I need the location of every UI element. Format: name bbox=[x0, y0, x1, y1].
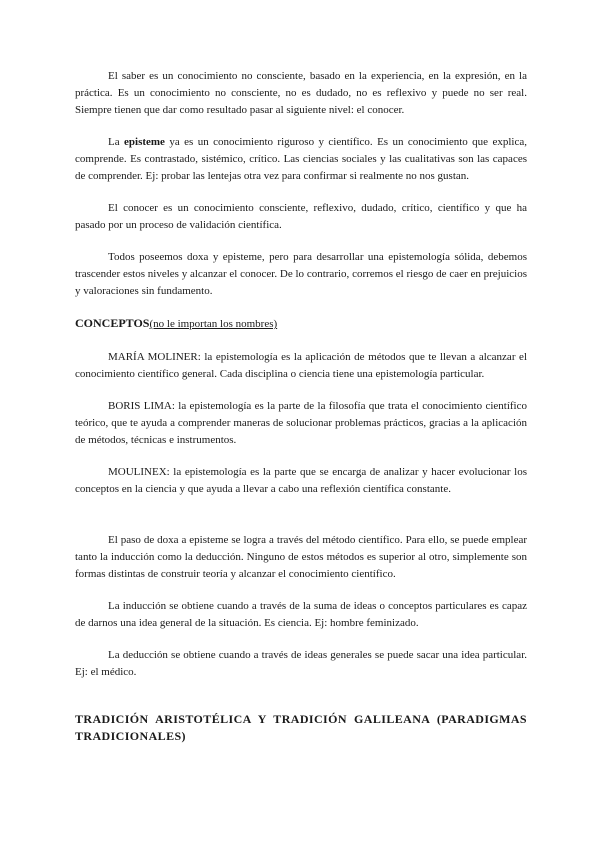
paragraph-conocer: El conocer es un conocimiento consciente, reflexivo, dudado, crítico, científico y que ha pasado por un proceso de validación científica. bbox=[75, 202, 527, 231]
paragraph-doxa-episteme: Todos poseemos doxa y episteme, pero para desarrollar una epistemología sólida, debemos trascender estos niveles y alcanzar el conocer. De lo contrario, corremos el riesgo de caer en prejuicios y valoraciones sin fundamento. bbox=[75, 251, 527, 297]
paragraph-induccion: La inducción se obtiene cuando a través de la suma de ideas o conceptos particulares es capaz de darnos una idea general de la situación. Es ciencia. Ej: hombre feminizado. bbox=[75, 600, 527, 629]
document-page bbox=[75, 68, 527, 745]
definition-moulinex: MOULINEX: la epistemología es la parte que se encarga de analizar y hacer evolucionar los conceptos en la ciencia y que ayuda a llevar a cabo una reflexión científica constante. bbox=[75, 466, 527, 495]
paragraph-saber: El saber es un conocimiento no consciente, basado en la experiencia, en la expresión, en la práctica. Es un conocimiento no consciente, no es dudado, no es reflexivo y puede no ser real. Siempre tienen que dar como resultado pasar al siguiente nivel: el conocer. bbox=[75, 70, 527, 116]
spacer bbox=[75, 513, 527, 532]
paragraph-deduccion: La deducción se obtiene cuando a través de ideas generales se puede sacar una idea particular. Ej: el médico. bbox=[75, 649, 527, 678]
section-heading-tradiciones: TRADICIÓN ARISTOTÉLICA Y TRADICIÓN GALILEANA (PARADIGMAS TRADICIONALES) bbox=[75, 712, 527, 743]
paragraph-episteme-text: ya es un conocimiento riguroso y científico. Es un conocimiento que explica, comprende. Es contrastado, sistémico, crítico. Las ciencias sociales y las cualitativas son las capaces de comprender. Ej: probar las lentejas otra vez para confirmar si realmente no nos gustan. bbox=[75, 136, 527, 182]
paragraph-episteme bbox=[75, 134, 527, 185]
section-heading-conceptos bbox=[75, 315, 527, 333]
heading-conceptos-title: CONCEPTOS bbox=[75, 316, 150, 330]
paragraph-metodo-cientifico: El paso de doxa a episteme se logra a través del método científico. Para ello, se puede emplear tanto la inducción como la deducción. Ninguno de estos métodos es superior al otro, simplemente son formas distintas de construir teoría y alcanzar el conocimiento científico. bbox=[75, 534, 527, 580]
definition-maria-moliner: MARÍA MOLINER: la epistemología es la aplicación de métodos que te llevan a alcanzar el conocimiento científico general. Cada disciplina o ciencia tiene una epistemología particular. bbox=[75, 351, 527, 380]
paragraph-episteme-prefix: La bbox=[108, 136, 125, 148]
heading-conceptos-subtitle: (no le importan los nombres) bbox=[149, 318, 278, 330]
term-episteme: episteme bbox=[124, 136, 165, 148]
definition-boris-lima: BORIS LIMA: la epistemología es la parte de la filosofía que trata el conocimiento científico teórico, que te ayuda a comprender maneras de solucionar problemas prácticos, gracias a la aplicación de métodos, técnicas e instrumentos. bbox=[75, 400, 527, 446]
